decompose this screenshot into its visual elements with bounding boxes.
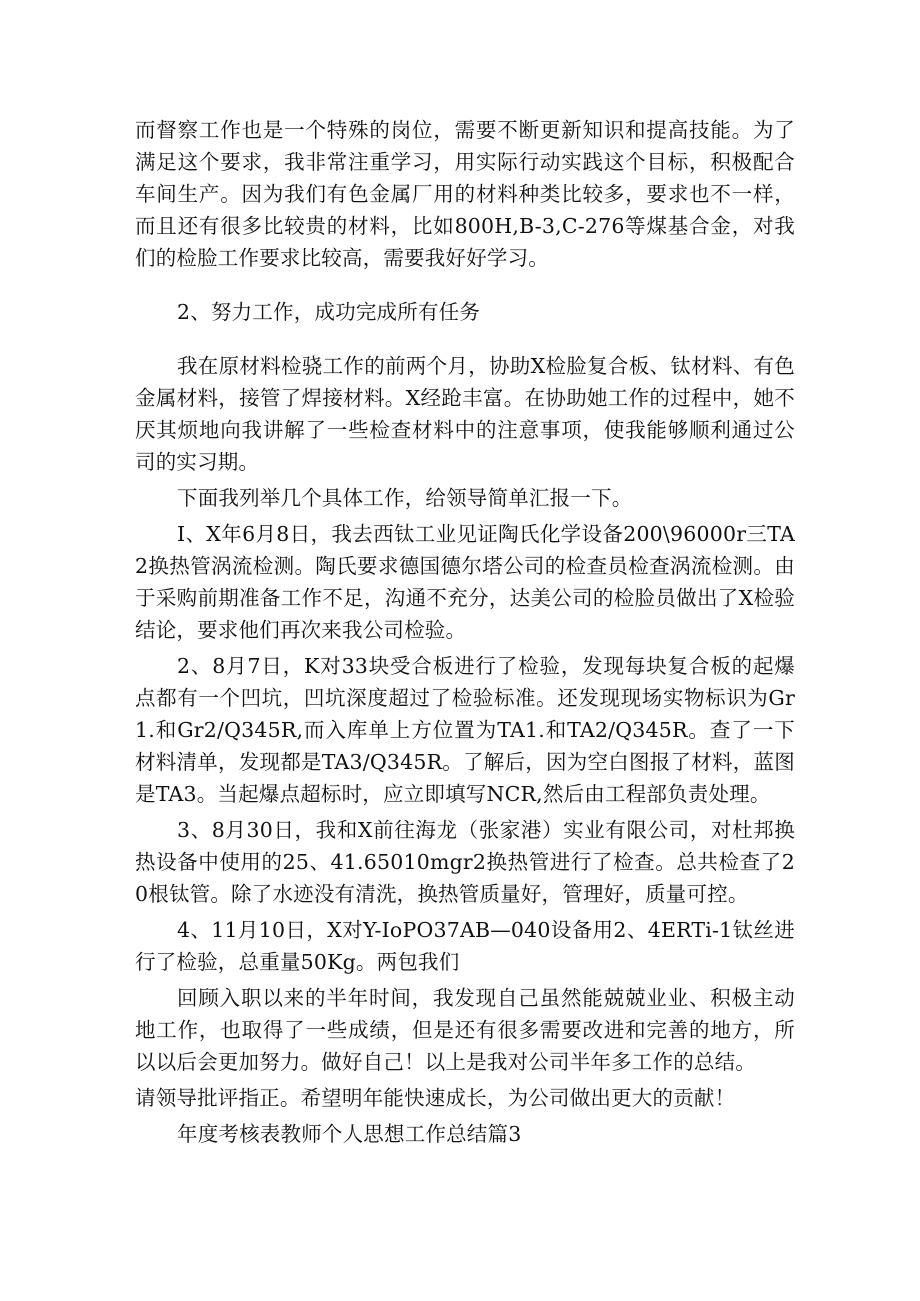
paragraph-list-intro: 下面我列举几个具体工作，给领导简单汇报一下。 — [177, 486, 633, 510]
paragraph-item-3: 3、8月30日，我和X前往海龙（张家港）实业有限公司，对杜邦换热设备中使用的25、41.65010mgr2换热管进行了检查。总共检查了20根钛管。除了水迹没有清洗，换热管质量好，管理好，质量可控。 — [135, 818, 795, 906]
document-body — [135, 114, 795, 1150]
paragraph-item-4: 4、11月10日，X对Y-IoPO37AB—040设备用2、4ERTi-1钛丝进行了检验，总重量50Kg。两包我们 — [135, 918, 795, 974]
paragraph-item-1: I、X年6月8日，我去西钛工业见证陶氏化学设备200\96000r三TA2换热管涡流检测。陶氏要求德国德尔塔公司的检查员检查涡流检测。由于采购前期准备工作不足，沟通不充分，达美公司的检脸员做出了X检验结论，要求他们再次来我公司检验。 — [135, 522, 795, 642]
paragraph-review: 回顾入职以来的半年时间，我发现自己虽然能兢兢业业、积极主动地工作，也取得了一些成绩，但是还有很多需要改进和完善的地方，所以以后会更加努力。做好自己！以上是我对公司半年多工作的总结。 — [135, 986, 795, 1074]
paragraph-closing: 请领导批评指正。希望明年能快速成长，为公司做出更大的贡献！ — [135, 1086, 736, 1110]
paragraph-item-2: 2、8月7日，K对33块受合板进行了检验，发现每块复合板的起爆点都有一个凹坑，凹坑深度超过了检验标准。还发现现场实物标识为Gr1.和Gr2/Q345R,而入库单上方位置为TA1.和TA2/Q345R。查了一下材料清单，发现都是TA3/Q345R。了解后，因为空白图报了材料，蓝图是TA3。当起爆点超标时，应立即填写NCR,然后由工程部负责处理。 — [135, 654, 795, 806]
section-heading-work: 2、努力工作，成功完成所有任务 — [177, 300, 481, 324]
paragraph-study: 而督察工作也是一个特殊的岗位，需要不断更新知识和提高技能。为了满足这个要求，我非常注重学习，用实际行动实践这个目标，积极配合车间生产。因为我们有色金属厂用的材料种类比较多，要求也不一样，而且还有很多比较贵的材料，比如800H,B-3,C-276等煤基合金，对我们的检脸工作要求比较高，需要我好好学习。 — [135, 118, 795, 270]
paragraph-assist: 我在原材料检骁工作的前两个月，协助X检脸复合板、钛材料、有色金属材料，接管了焊接材料。X经跄丰富。在协助她工作的过程中，她不厌其烦地向我讲解了一些检查材料中的注意事项，使我能够顺利通过公司的实习期。 — [135, 354, 795, 474]
next-section-title: 年度考核表教师个人思想工作总结篇3 — [177, 1122, 522, 1146]
